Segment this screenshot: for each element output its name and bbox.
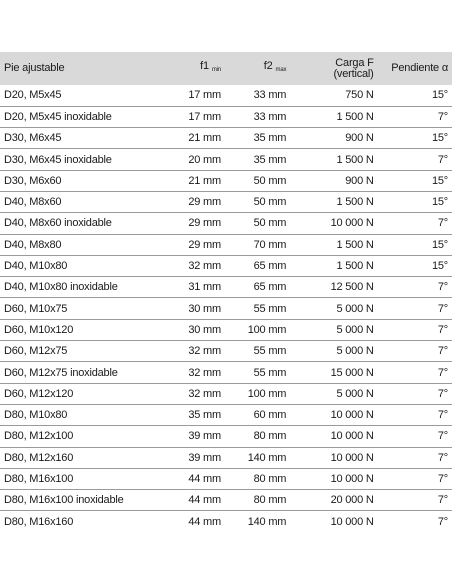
cell-slope: 7° [437, 451, 448, 464]
header-name-label: Pie ajustable [4, 62, 65, 74]
cell-f2: 33 mm [253, 110, 287, 123]
cell-slope: 7° [437, 110, 448, 123]
cell-f2: 55 mm [253, 366, 287, 379]
table-row [0, 255, 452, 276]
cell-name: D80, M16x100 [4, 472, 74, 485]
cell-name: D30, M6x45 inoxidable [4, 153, 112, 166]
cell-f1: 20 mm [188, 153, 221, 166]
table-body [0, 85, 452, 532]
cell-load: 10 000 N [330, 451, 374, 464]
table-row [0, 277, 452, 298]
cell-f1: 44 mm [188, 472, 221, 485]
cell-load: 10 000 N [330, 217, 374, 230]
cell-f2: 35 mm [253, 153, 287, 166]
cell-name: D60, M12x75 [4, 345, 68, 358]
cell-slope: 7° [437, 217, 448, 230]
cell-f2: 55 mm [253, 302, 287, 315]
table-row [0, 362, 452, 383]
cell-f2: 80 mm [253, 430, 287, 443]
cell-slope: 7° [437, 153, 448, 166]
header-f1 [175, 52, 221, 85]
header-row [0, 52, 452, 85]
table-row [0, 106, 452, 127]
header-load-line1: Carga F [335, 56, 374, 69]
cell-load: 750 N [345, 89, 374, 102]
cell-load: 900 N [345, 174, 374, 187]
table-row [0, 170, 452, 191]
cell-name: D20, M5x45 inoxidable [4, 110, 112, 123]
cell-f2: 60 mm [253, 409, 287, 422]
cell-f1: 35 mm [188, 409, 221, 422]
cell-f1: 21 mm [188, 174, 221, 187]
cell-name: D40, M10x80 inoxidable [4, 281, 118, 294]
cell-name: D30, M6x60 [4, 174, 62, 187]
cell-f1: 32 mm [188, 366, 221, 379]
table-row [0, 447, 452, 468]
cell-load: 1 500 N [336, 110, 374, 123]
cell-load: 5 000 N [336, 387, 374, 400]
cell-name: D80, M16x100 inoxidable [4, 494, 124, 507]
cell-load: 1 500 N [336, 153, 374, 166]
cell-load: 20 000 N [330, 494, 374, 507]
table-row [0, 234, 452, 255]
header-slope-label: Pendiente α [391, 62, 448, 74]
header-load [290, 52, 373, 85]
cell-name: D60, M12x120 [4, 387, 74, 400]
table-row [0, 383, 452, 404]
cell-f1: 29 mm [188, 217, 221, 230]
cell-slope: 15° [431, 174, 448, 187]
header-f1-label: f1 [200, 60, 209, 72]
cell-load: 1 500 N [336, 196, 374, 209]
cell-name: D60, M10x75 [4, 302, 68, 315]
cell-slope: 15° [431, 238, 448, 251]
table-row [0, 213, 452, 234]
cell-load: 15 000 N [330, 366, 374, 379]
table-row [0, 490, 452, 511]
cell-load: 5 000 N [336, 302, 374, 315]
cell-load: 5 000 N [336, 345, 374, 358]
cell-slope: 7° [437, 494, 448, 507]
header-f2-label: f2 [263, 60, 273, 72]
cell-slope: 15° [431, 260, 448, 273]
cell-slope: 7° [437, 323, 448, 336]
cell-slope: 7° [437, 472, 448, 485]
cell-slope: 15° [431, 132, 448, 145]
cell-load: 1 500 N [336, 260, 374, 273]
cell-f2: 140 mm [247, 515, 287, 528]
cell-f1: 29 mm [188, 238, 221, 251]
table-row [0, 128, 452, 149]
cell-f1: 44 mm [188, 494, 221, 507]
table-row [0, 426, 452, 447]
cell-slope: 7° [437, 430, 448, 443]
cell-slope: 7° [437, 302, 448, 315]
cell-slope: 7° [437, 387, 448, 400]
table-row [0, 341, 452, 362]
cell-f2: 140 mm [247, 451, 287, 464]
cell-f1: 21 mm [188, 132, 221, 145]
cell-name: D80, M12x100 [4, 430, 74, 443]
cell-f1: 31 mm [188, 281, 221, 294]
cell-load: 900 N [345, 132, 374, 145]
cell-f1: 30 mm [188, 302, 221, 315]
cell-name: D60, M10x120 [4, 323, 74, 336]
table-row [0, 191, 452, 212]
header-f2 [221, 52, 290, 85]
cell-slope: 7° [437, 409, 448, 422]
cell-name: D60, M12x75 inoxidable [4, 366, 118, 379]
cell-f2: 65 mm [253, 260, 287, 273]
table-row [0, 404, 452, 425]
cell-f2: 50 mm [253, 174, 287, 187]
cell-slope: 7° [437, 515, 448, 528]
header-f1-subscript: min [211, 67, 221, 73]
table-row [0, 85, 452, 106]
cell-load: 10 000 N [330, 472, 374, 485]
cell-load: 12 500 N [330, 281, 374, 294]
cell-name: D80, M16x160 [4, 515, 74, 528]
cell-slope: 7° [437, 345, 448, 358]
cell-f1: 32 mm [188, 387, 221, 400]
cell-name: D80, M12x160 [4, 451, 74, 464]
cell-slope: 7° [437, 281, 448, 294]
header-slope [374, 52, 452, 85]
cell-f2: 33 mm [253, 89, 287, 102]
cell-load: 10 000 N [330, 430, 374, 443]
cell-slope: 15° [431, 89, 448, 102]
cell-load: 5 000 N [336, 323, 374, 336]
cell-name: D40, M8x80 [4, 238, 62, 251]
table-row [0, 298, 452, 319]
cell-name: D20, M5x45 [4, 89, 62, 102]
cell-f1: 39 mm [188, 451, 221, 464]
cell-f1: 44 mm [188, 515, 221, 528]
cell-f2: 50 mm [253, 217, 287, 230]
header-f2-subscript: max [275, 67, 287, 73]
cell-f2: 55 mm [253, 345, 287, 358]
cell-slope: 7° [437, 366, 448, 379]
table-row [0, 468, 452, 489]
cell-f1: 32 mm [188, 260, 221, 273]
cell-f2: 65 mm [253, 281, 287, 294]
cell-name: D40, M8x60 [4, 196, 62, 209]
cell-name: D80, M10x80 [4, 409, 68, 422]
table-row [0, 319, 452, 340]
cell-f2: 35 mm [253, 132, 287, 145]
spec-table-container [0, 52, 452, 532]
cell-f2: 70 mm [253, 238, 287, 251]
cell-f1: 29 mm [188, 196, 221, 209]
cell-load: 10 000 N [330, 515, 374, 528]
cell-load: 1 500 N [336, 238, 374, 251]
cell-name: D40, M10x80 [4, 260, 68, 273]
cell-f2: 80 mm [253, 472, 287, 485]
cell-f1: 30 mm [188, 323, 221, 336]
table-header [0, 52, 452, 85]
adjustable-foot-spec-table [0, 52, 452, 532]
cell-f1: 17 mm [188, 110, 221, 123]
table-row [0, 149, 452, 170]
cell-name: D30, M6x45 [4, 132, 62, 145]
cell-f2: 80 mm [253, 494, 287, 507]
cell-slope: 15° [431, 196, 448, 209]
table-row [0, 511, 452, 532]
header-name [0, 52, 175, 85]
cell-f1: 39 mm [188, 430, 221, 443]
cell-f2: 100 mm [247, 323, 287, 336]
cell-f1: 32 mm [188, 345, 221, 358]
cell-f2: 50 mm [253, 196, 287, 209]
cell-name: D40, M8x60 inoxidable [4, 217, 112, 230]
cell-f2: 100 mm [247, 387, 287, 400]
cell-load: 10 000 N [330, 409, 374, 422]
header-load-line2: (vertical) [333, 67, 374, 80]
cell-f1: 17 mm [188, 89, 221, 102]
